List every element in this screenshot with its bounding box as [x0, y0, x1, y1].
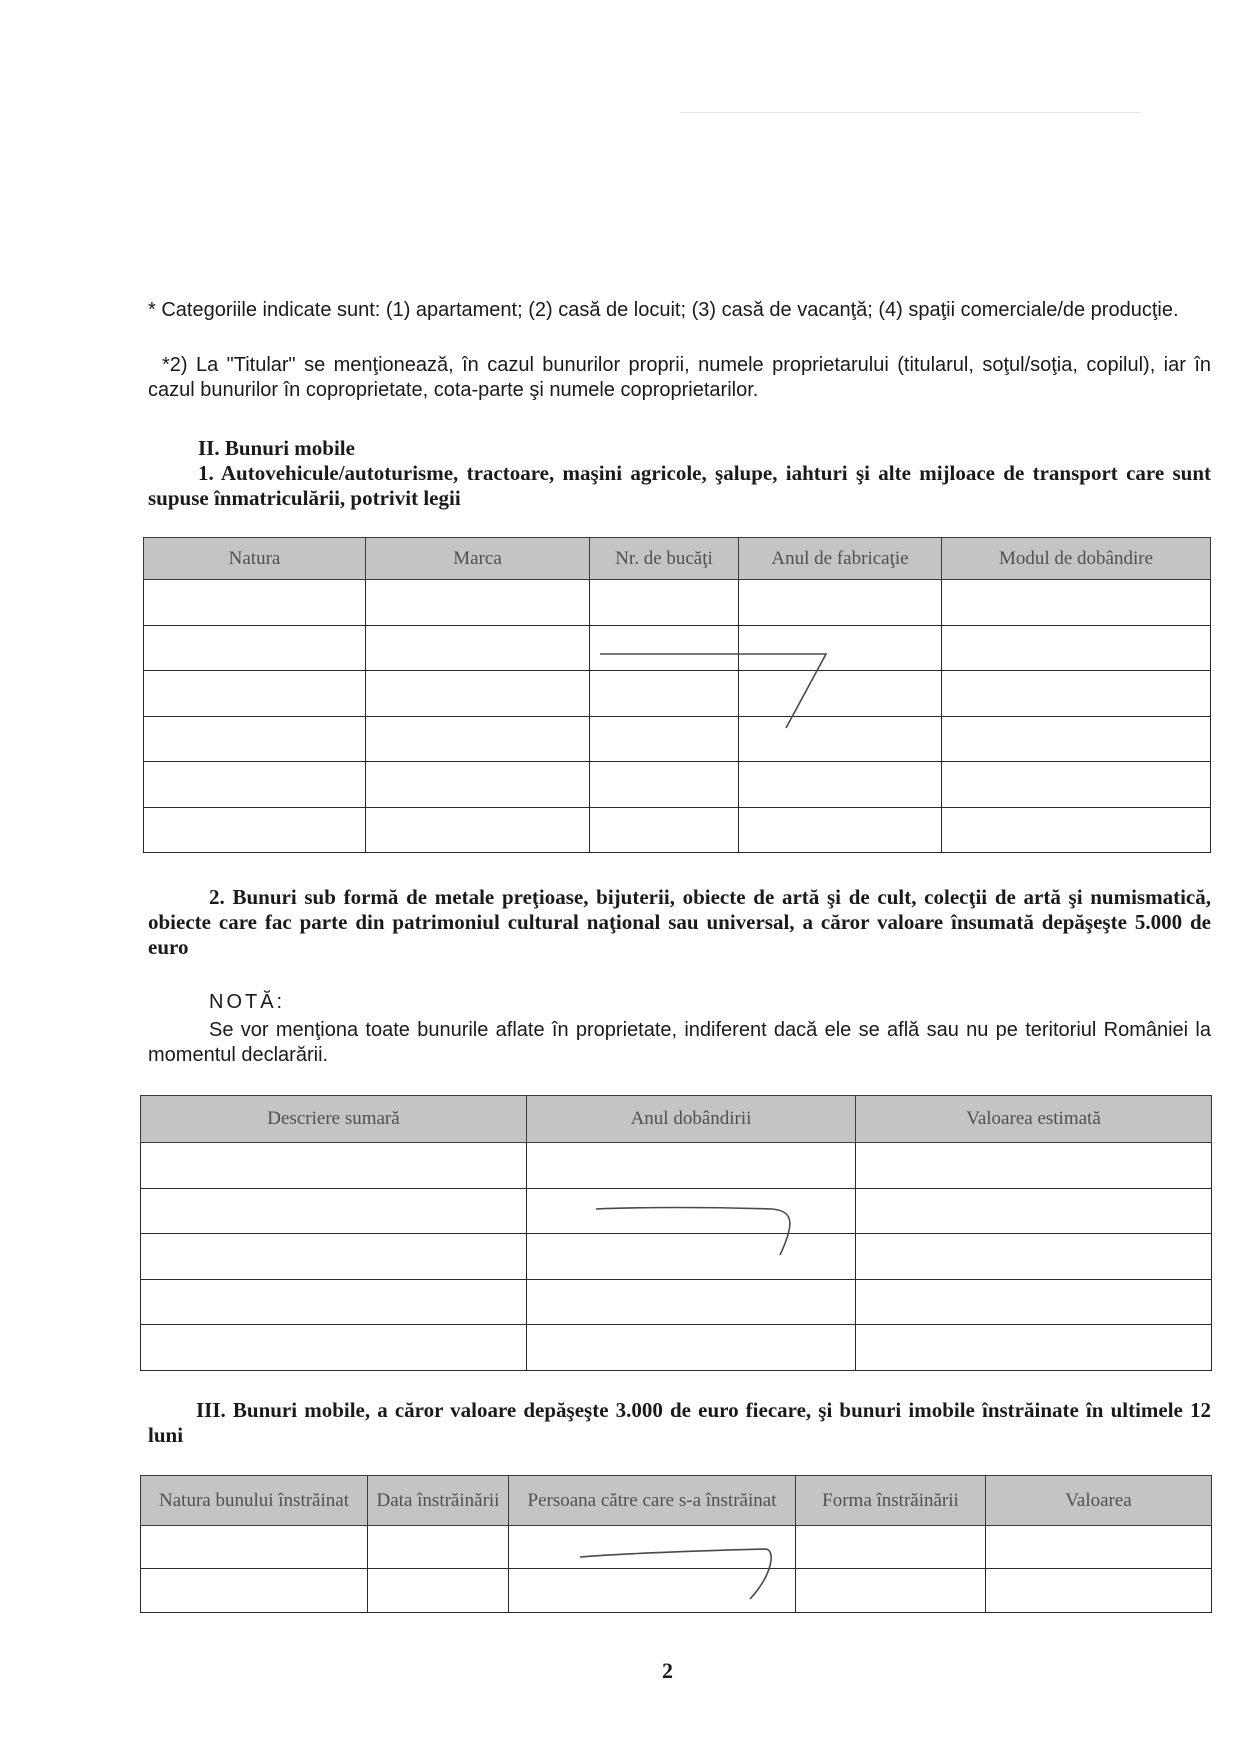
- table-cell[interactable]: [366, 671, 590, 717]
- item-2-title: 2. Bunuri sub formă de metale preţioase, bijuterii, obiecte de artă şi de cult, colecţii de artă şi numismatică, obiecte care fac parte din patrimoniul cultural naţional sau universal, a căror valoare însumată depăşeşte 5.000 de euro: [148, 885, 1211, 959]
- table-cell[interactable]: [590, 717, 739, 762]
- table-row: [144, 717, 1211, 762]
- footnote-categorii: * Categoriile indicate sunt: (1) apartament; (2) casă de locuit; (3) casă de vacanţă; (4) spaţii comerciale/de producţie.: [148, 299, 1179, 321]
- table-cell[interactable]: [856, 1325, 1212, 1371]
- nota-label: NOTĂ:: [209, 991, 286, 1013]
- table-row: [141, 1189, 1212, 1234]
- table-row: [141, 1569, 1212, 1613]
- table-cell[interactable]: [527, 1143, 856, 1189]
- table-cell[interactable]: [509, 1526, 796, 1569]
- table-cell[interactable]: [366, 580, 590, 626]
- col-header-anul-dobandirii: Anul dobândirii: [527, 1096, 856, 1143]
- table-cell[interactable]: [368, 1569, 509, 1613]
- item-1-title: 1. Autovehicule/autoturisme, tractoare, maşini agricole, şalupe, iahturi şi alte mijloace de transport care sunt supuse înmatriculării, potrivit legii: [148, 461, 1211, 510]
- table-cell[interactable]: [796, 1569, 986, 1613]
- table-cell[interactable]: [739, 580, 942, 626]
- table-cell[interactable]: [144, 580, 366, 626]
- table-cell[interactable]: [527, 1189, 856, 1234]
- section-heading-instrainate: III. Bunuri mobile, a căror valoare depăşeşte 3.000 de euro fiecare, şi bunuri imobile înstrăinate în ultimele 12 luni: [148, 1398, 1211, 1447]
- section-heading-bunuri-mobile: II. Bunuri mobile: [198, 436, 355, 460]
- table-row: [144, 580, 1211, 626]
- table-row: [144, 808, 1211, 853]
- table-cell[interactable]: [986, 1569, 1212, 1613]
- table-cell[interactable]: [942, 580, 1211, 626]
- table-cell[interactable]: [942, 626, 1211, 671]
- table-cell[interactable]: [366, 626, 590, 671]
- table-cell[interactable]: [942, 671, 1211, 717]
- table-row: [144, 671, 1211, 717]
- col-header-valoarea: Valoarea: [986, 1476, 1212, 1526]
- scan-artifact-line: [680, 112, 1140, 113]
- table-row: [144, 762, 1211, 808]
- table-row: [141, 1280, 1212, 1325]
- table-cell[interactable]: [739, 671, 942, 717]
- table-cell[interactable]: [144, 671, 366, 717]
- table-cell[interactable]: [141, 1325, 527, 1371]
- table-cell[interactable]: [739, 762, 942, 808]
- table-header-row: [141, 1476, 1212, 1526]
- col-header-anul-fabricatie: Anul de fabricaţie: [739, 538, 942, 580]
- table-cell[interactable]: [739, 808, 942, 853]
- page-number: 2: [662, 1658, 673, 1683]
- table-cell[interactable]: [141, 1189, 527, 1234]
- table-header-row: [141, 1096, 1212, 1143]
- table-cell[interactable]: [590, 580, 739, 626]
- table-cell[interactable]: [366, 717, 590, 762]
- table-cell[interactable]: [856, 1280, 1212, 1325]
- table-cell[interactable]: [942, 808, 1211, 853]
- table-cell[interactable]: [141, 1234, 527, 1280]
- col-header-forma-instrainarii: Forma înstrăinării: [796, 1476, 986, 1526]
- table-cell[interactable]: [527, 1325, 856, 1371]
- table-cell[interactable]: [856, 1234, 1212, 1280]
- table-row: [141, 1325, 1212, 1371]
- table-cell[interactable]: [366, 762, 590, 808]
- nota-text: Se vor menţiona toate bunurile aflate în proprietate, indiferent dacă ele se află sau nu pe teritoriul României la momentul declarării.: [148, 1019, 1211, 1066]
- table-cell[interactable]: [942, 762, 1211, 808]
- table-cell[interactable]: [590, 762, 739, 808]
- col-header-natura-bunului: Natura bunului înstrăinat: [141, 1476, 368, 1526]
- table-cell[interactable]: [141, 1143, 527, 1189]
- table-cell[interactable]: [141, 1280, 527, 1325]
- table-cell[interactable]: [590, 671, 739, 717]
- table-bunuri-instrainate: [140, 1475, 1212, 1613]
- table-cell[interactable]: [942, 717, 1211, 762]
- table-cell[interactable]: [590, 626, 739, 671]
- table-cell[interactable]: [856, 1189, 1212, 1234]
- col-header-modul-dobandire: Modul de dobândire: [942, 538, 1211, 580]
- col-header-descriere: Descriere sumară: [141, 1096, 527, 1143]
- table-row: [144, 626, 1211, 671]
- table-cell[interactable]: [144, 808, 366, 853]
- table-cell[interactable]: [986, 1526, 1212, 1569]
- table-header-row: [144, 538, 1211, 580]
- col-header-nr-bucati: Nr. de bucăţi: [590, 538, 739, 580]
- table-cell[interactable]: [856, 1143, 1212, 1189]
- table-cell[interactable]: [144, 762, 366, 808]
- col-header-natura: Natura: [144, 538, 366, 580]
- table-cell[interactable]: [509, 1569, 796, 1613]
- table-cell[interactable]: [796, 1526, 986, 1569]
- col-header-marca: Marca: [366, 538, 590, 580]
- col-header-valoarea-estimata: Valoarea estimată: [856, 1096, 1212, 1143]
- table-cell[interactable]: [144, 717, 366, 762]
- table-cell[interactable]: [739, 717, 942, 762]
- table-cell[interactable]: [739, 626, 942, 671]
- table-cell[interactable]: [527, 1234, 856, 1280]
- table-row: [141, 1143, 1212, 1189]
- table-cell[interactable]: [141, 1569, 368, 1613]
- table-autovehicule: [143, 537, 1211, 853]
- table-cell[interactable]: [141, 1526, 368, 1569]
- table-row: [141, 1234, 1212, 1280]
- table-cell[interactable]: [590, 808, 739, 853]
- table-cell[interactable]: [366, 808, 590, 853]
- table-cell[interactable]: [527, 1280, 856, 1325]
- col-header-persoana: Persoana către care s-a înstrăinat: [509, 1476, 796, 1526]
- table-bunuri-pretioase: [140, 1095, 1212, 1371]
- table-cell[interactable]: [144, 626, 366, 671]
- footnote-titular: *2) La "Titular" se menţionează, în cazul bunurilor proprii, numele proprietarului (titularul, soţul/soţia, copilul), iar în cazul bunurilor în coproprietate, cota-parte şi numele coproprietarilor.: [148, 354, 1211, 401]
- table-cell[interactable]: [368, 1526, 509, 1569]
- table-row: [141, 1526, 1212, 1569]
- col-header-data-instrainarii: Data înstrăinării: [368, 1476, 509, 1526]
